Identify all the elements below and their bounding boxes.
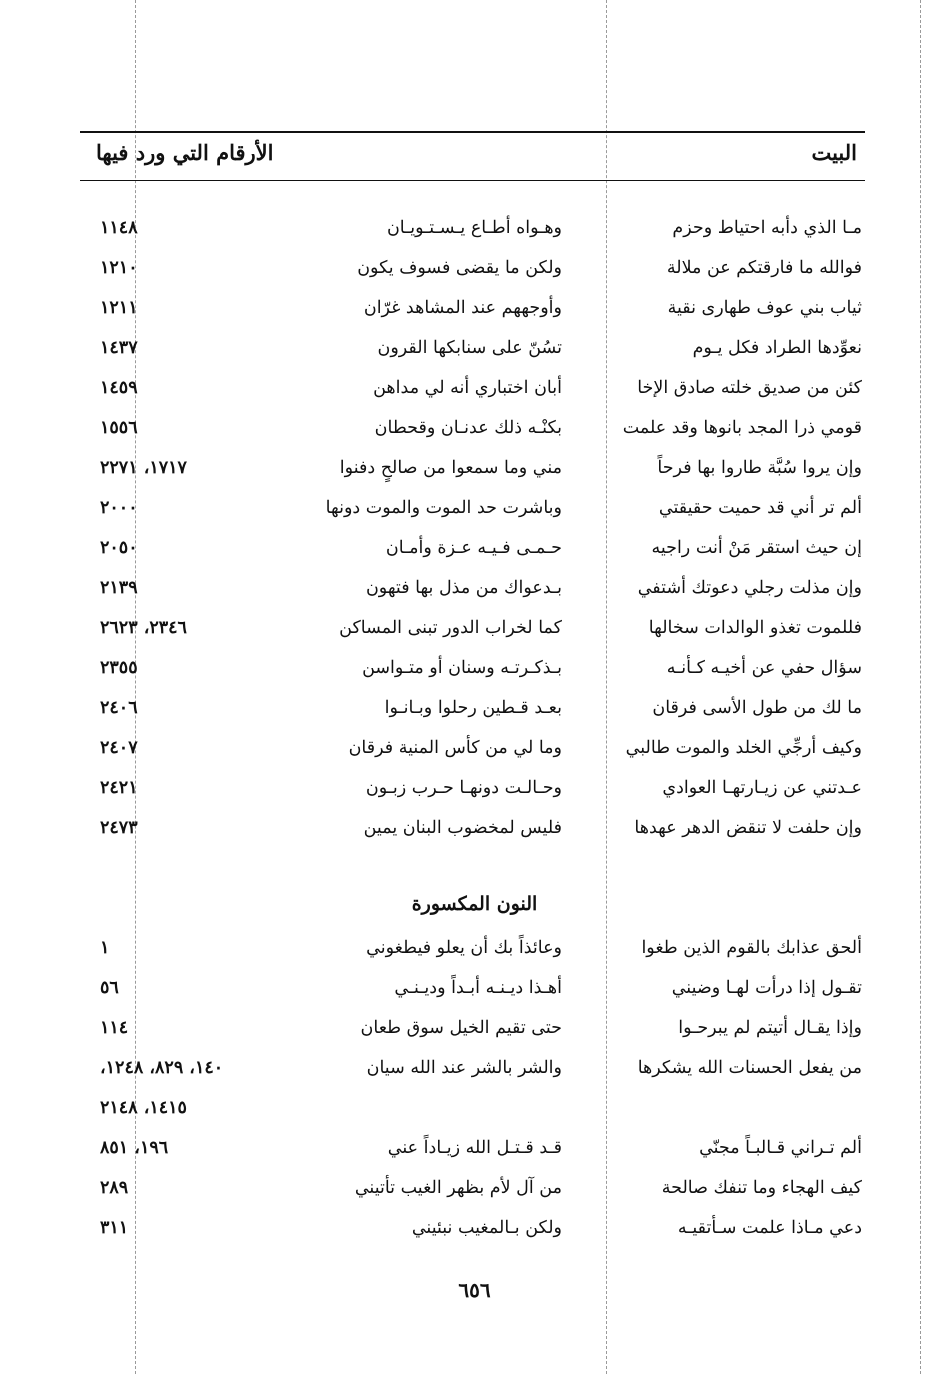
verse-row [0, 288, 949, 328]
verse-first-hemistich: ألم تر أني قد حميت حقيقتي [658, 498, 862, 518]
reference-numbers: ٢٨٩ [100, 1178, 129, 1198]
verse-row [0, 568, 949, 608]
verse-second-hemistich: وأوجههم عند المشاهد غرّان [363, 298, 562, 318]
verse-first-hemistich: عـدتني عن زيـارتهـا العوادي [662, 778, 862, 798]
verse-row [0, 368, 949, 408]
reference-numbers: ٢٣٤٦، ٢٦٢٣ [100, 618, 187, 638]
verse-row [0, 1208, 949, 1248]
reference-numbers: ١٢١١ [100, 298, 138, 318]
verse-row [0, 448, 949, 488]
reference-numbers: ١٤٥٩ [100, 378, 138, 398]
section-title: النون المكسورة [411, 893, 538, 915]
verse-row [0, 1048, 949, 1088]
verse-first-hemistich: وإذا يقـال أتيتم لم يبرحـوا [678, 1018, 862, 1038]
verse-second-hemistich: حـمـى فـيـه عـزة وأمـان [385, 538, 562, 558]
verse-second-hemistich: ولكن ما يقضى فسوف يكون [357, 258, 562, 278]
reference-numbers: ١٤٣٧ [100, 338, 138, 358]
verse-row [0, 328, 949, 368]
verse-first-hemistich: فللموت تغذو الوالدات سخالها [648, 618, 862, 638]
verse-second-hemistich: وحـالـت دونهـا حـرب زبـون [365, 778, 562, 798]
verse-row [0, 1008, 949, 1048]
verse-row [0, 208, 949, 248]
verse-second-hemistich: كما لخراب الدور تبنى المساكن [339, 618, 562, 638]
verse-row [0, 248, 949, 288]
verse-first-hemistich: قومي ذرا المجد بانوها وقد علمت [622, 418, 862, 438]
verse-second-hemistich: تسُنّ على سنابكها القرون [377, 338, 562, 358]
reference-numbers: ١٤١٥، ٢١٤٨ [100, 1098, 187, 1118]
verse-row [0, 968, 949, 1008]
verse-row [0, 928, 949, 968]
top-rule [80, 131, 865, 133]
verse-first-hemistich: تقـول إذا درأت لهـا وضيني [671, 978, 862, 998]
verse-row [0, 528, 949, 568]
verse-first-hemistich: ألحق عذابك بالقوم الذين طغوا [641, 938, 862, 958]
verse-second-hemistich: بكنْـه ذلك عدنـان وقحطان [374, 418, 562, 438]
verse-second-hemistich: بعـد قـطين رحلوا وبـانـوا [384, 698, 562, 718]
verse-row [0, 608, 949, 648]
reference-numbers: ٢٣٥٥ [100, 658, 138, 678]
verse-row [0, 808, 949, 848]
reference-numbers: ٣١١ [100, 1218, 129, 1238]
verse-table-section-a [0, 208, 949, 848]
verse-first-hemistich: وإن حلفت لا تنقض الدهر عهدها [634, 818, 862, 838]
reference-numbers: ٢٤٠٦ [100, 698, 138, 718]
page-number: ٦٥٦ [458, 1278, 491, 1302]
reference-numbers: ٢١٣٩ [100, 578, 138, 598]
verse-second-hemistich: بـذكـرتـه وسنان أو متـواسن [362, 658, 562, 678]
verse-first-hemistich: نعوِّدها الطراد فكل يـوم [692, 338, 862, 358]
reference-numbers: ٥٦ [100, 978, 119, 998]
verse-second-hemistich: حتى تقيم الخيل سوق طعان [360, 1018, 562, 1038]
verse-first-hemistich: كيف الهجاء وما تنفك صالحة [661, 1178, 862, 1198]
reference-numbers: ١١٤ [100, 1018, 129, 1038]
verse-first-hemistich: سؤال حفي عن أخيـه كـأنـه [666, 658, 862, 678]
verse-second-hemistich: وباشرت حد الموت والموت دونها [325, 498, 562, 518]
verse-second-hemistich: مني وما سمعوا من صالحٍ دفنوا [339, 458, 562, 478]
verse-first-hemistich: وكيف أرجِّي الخلد والموت طالبي [625, 738, 862, 758]
verse-second-hemistich: من آل لأم بظهر الغيب تأتيني [354, 1178, 562, 1198]
reference-numbers: ٢٠٠٠ [100, 498, 138, 518]
verse-first-hemistich: مـا الذي دأبه احتياط وحزم [672, 218, 862, 238]
verse-second-hemistich: أهـذا ديـنـه أبـداً وديـنـي [394, 978, 562, 998]
verse-second-hemistich: فليس لمخضوب البنان يمين [363, 818, 562, 838]
verse-first-hemistich: من يفعل الحسنات الله يشكرها [637, 1058, 862, 1078]
verse-second-hemistich: بـدعواك من مذل بها فتهون [365, 578, 562, 598]
verse-second-hemistich: أبان اختباري أنه لي مداهن [373, 378, 562, 398]
verse-second-hemistich [312, 1088, 562, 1128]
reference-numbers: ١١٤٨ [100, 218, 138, 238]
verse-first-hemistich: وإن مذلت رجلي دعوتك أشتفي [637, 578, 862, 598]
header-numbers-title: الأرقام التي ورد فيها [96, 140, 274, 165]
reference-numbers: ١٤٠، ٨٢٩، ١٢٤٨، [100, 1058, 224, 1078]
verse-first-hemistich: وإن يروا سُبَّة طاروا بها فرحاً [657, 458, 862, 478]
verse-first-hemistich [612, 1088, 862, 1128]
reference-numbers: ٢٤٢١ [100, 778, 138, 798]
verse-first-hemistich: ثياب بني عوف طهارى نقية [667, 298, 862, 318]
verse-row [0, 1128, 949, 1168]
verse-first-hemistich: إن حيث استقر مَنْ أنت راجيه [651, 538, 862, 558]
verse-row-continuation [0, 1088, 949, 1128]
verse-first-hemistich: فوالله ما فارقتكم عن ملالة [666, 258, 862, 278]
verse-row [0, 768, 949, 808]
reference-numbers: ٢٤٠٧ [100, 738, 138, 758]
header-verse-title: البيت [811, 140, 857, 165]
verse-row [0, 408, 949, 448]
reference-numbers: ١٢١٠ [100, 258, 138, 278]
verse-table-section-b [0, 928, 949, 1248]
reference-numbers: ١٧١٧، ٢٢٧١ [100, 458, 187, 478]
verse-second-hemistich: وعائذاً بك أن يعلو فيطغوني [366, 938, 562, 958]
verse-row [0, 1168, 949, 1208]
reference-numbers: ٢٠٥٠ [100, 538, 138, 558]
reference-numbers: ١ [100, 938, 110, 958]
verse-first-hemistich: ما لك من طول الأسى فرقان [652, 698, 862, 718]
reference-numbers: ١٥٥٦ [100, 418, 138, 438]
verse-row [0, 688, 949, 728]
verse-first-hemistich: كئن من صديق خلته صادق الإخا [637, 378, 862, 398]
verse-second-hemistich: وما لي من كأس المنية فرقان [348, 738, 562, 758]
verse-row [0, 728, 949, 768]
verse-second-hemistich: والشر بالشر عند الله سيان [366, 1058, 562, 1078]
verse-row [0, 488, 949, 528]
verse-first-hemistich: ألم تـراني قـالبـاً مجنّي [699, 1138, 862, 1158]
verse-second-hemistich: وهـواه أطـاع يـسـتـويـان [386, 218, 562, 238]
verse-first-hemistich: دعي مـاذا علمت سـأتقيـه [677, 1218, 862, 1238]
reference-numbers: ٢٤٧٣ [100, 818, 138, 838]
verse-row [0, 648, 949, 688]
verse-second-hemistich: قـد قـتـل الله زيـاداً عني [387, 1138, 562, 1158]
header-rule [80, 180, 865, 181]
verse-second-hemistich: ولكن بـالمغيب نبئيني [411, 1218, 562, 1238]
reference-numbers: ١٩٦، ٨٥١ [100, 1138, 169, 1158]
